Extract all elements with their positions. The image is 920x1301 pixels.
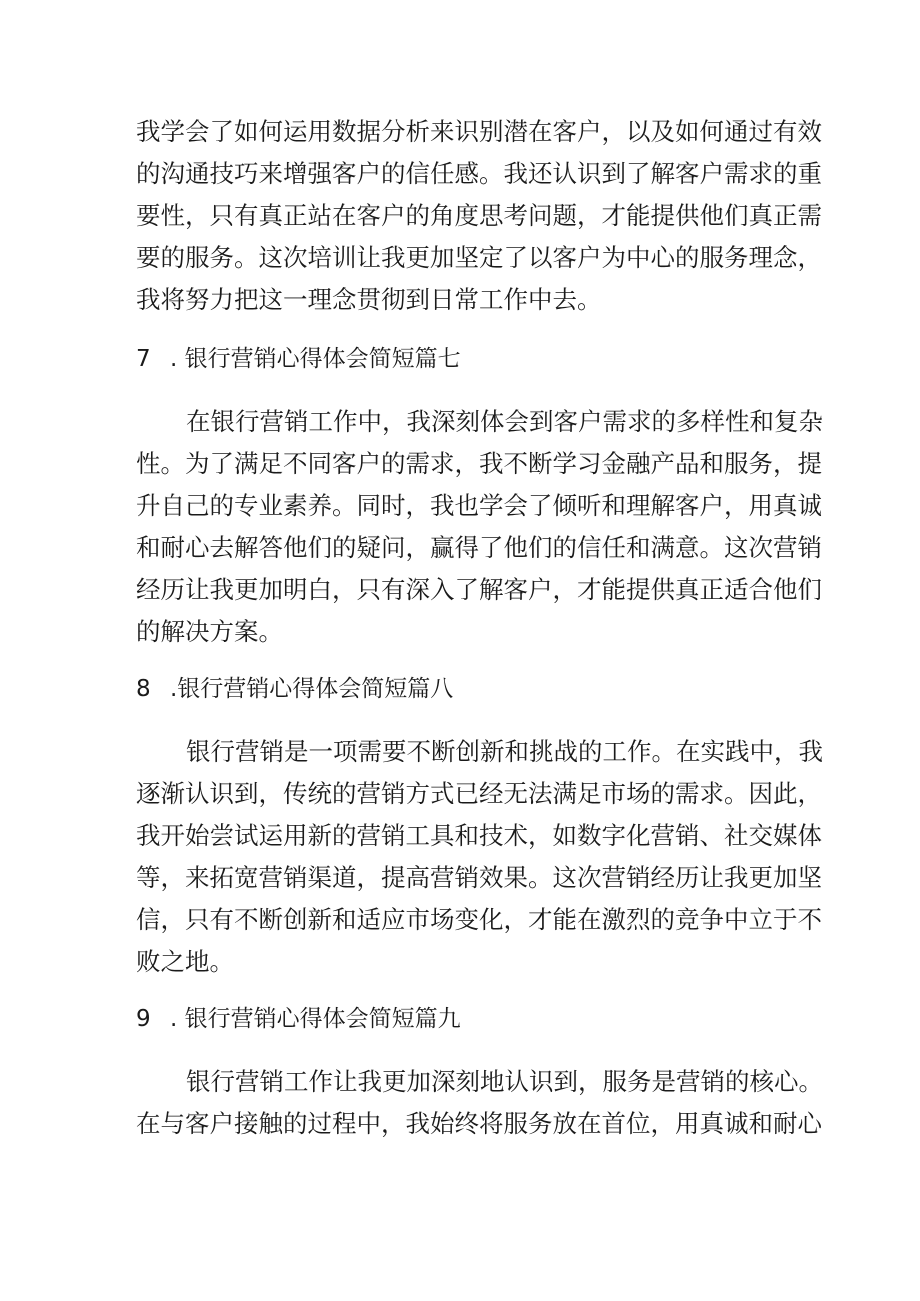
section-heading-9 [136, 1003, 461, 1035]
paragraph-line: 和耐心去解答他们的疑问，赢得了他们的信任和满意。这次营销 [136, 533, 822, 562]
paragraph-line: 我将努力把这一理念贯彻到日常工作中去。 [136, 285, 602, 314]
paragraph-line: 在与客户接触的过程中，我始终将服务放在首位，用真诚和耐心 [136, 1109, 822, 1138]
paragraph-line: 银行营销工作让我更加深刻地认识到，服务是营销的核心。 [186, 1067, 823, 1096]
paragraph-line: 信，只有不断创新和适应市场变化，才能在激烈的竞争中立于不 [136, 905, 822, 934]
section-number: 8 [136, 676, 151, 702]
paragraph-line: 经历让我更加明白，只有深入了解客户，才能提供真正适合他们 [136, 575, 822, 604]
paragraph-line: 升自己的专业素养。同时，我也学会了倾听和理解客户，用真诚 [136, 491, 822, 520]
paragraph-line: 的沟通技巧来增强客户的信任感。我还认识到了解客户需求的重 [136, 159, 822, 188]
section-title: . 银行营销心得体会简短篇九 [170, 1006, 461, 1032]
section-title: .银行营销心得体会简短篇八 [170, 676, 454, 702]
paragraph-line: 败之地。 [136, 947, 234, 976]
paragraph-line: 逐渐认识到，传统的营销方式已经无法满足市场的需求。因此， [136, 779, 822, 808]
paragraph-line: 我学会了如何运用数据分析来识别潜在客户，以及如何通过有效 [136, 117, 822, 146]
section-number: 9 [136, 1006, 151, 1032]
paragraph-line: 的解决方案。 [136, 617, 283, 646]
paragraph-line: 我开始尝试运用新的营销工具和技术，如数字化营销、社交媒体 [136, 821, 822, 850]
section-title: . 银行营销心得体会简短篇七 [170, 346, 461, 372]
paragraph-line: 要的服务。这次培训让我更加坚定了以客户为中心的服务理念， [136, 243, 822, 272]
paragraph-line: 性。为了满足不同客户的需求，我不断学习金融产品和服务，提 [136, 449, 822, 478]
section-number: 7 [136, 346, 151, 372]
section-heading-8 [136, 673, 453, 705]
paragraph-line: 要性，只有真正站在客户的角度思考问题，才能提供他们真正需 [136, 201, 822, 230]
paragraph-line: 银行营销是一项需要不断创新和挑战的工作。在实践中，我 [186, 737, 823, 766]
section-heading-7 [136, 343, 461, 375]
paragraph-line: 在银行营销工作中，我深刻体会到客户需求的多样性和复杂 [186, 407, 823, 436]
paragraph-line: 等，来拓宽营销渠道，提高营销效果。这次营销经历让我更加坚 [136, 863, 822, 892]
